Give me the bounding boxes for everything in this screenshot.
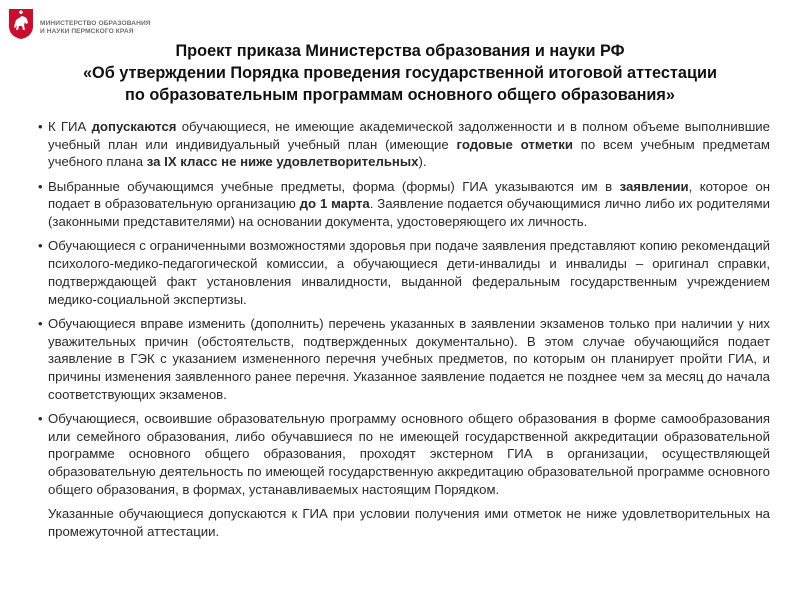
bullet-text: по всем учебным предметам учебного плана xyxy=(48,136,770,170)
bullet-emphasis: заявлении xyxy=(619,178,689,194)
bullet-text: , которое он подает в образовательную организацию xyxy=(48,178,770,212)
bullet-text: Выбранные обучающимся учебные предметы, форма (формы) ГИА указываются им в xyxy=(48,178,620,194)
bullet-text: обучающиеся, не имеющие академической задолженности и в полном объеме выполнившие учебный план или индивидуальный учебный план (имеющие xyxy=(48,119,770,152)
bullet-emphasis: за IX класс не ниже удовлетворительных xyxy=(146,154,419,170)
bullet-application xyxy=(32,178,770,231)
bullet-change-exams xyxy=(32,315,770,404)
bullet-text: Обучающиеся с ограниченными возможностями здоровья при подаче заявления представляют копию рекомендаций психолого-медико-педагогической комиссии, а обучающиеся дети-инвалиды и инвалиды – оригинал справки, подтверждающей факт установления инвалидности, выданной федеральным государственным учреждением медико-социальной экспертизы. xyxy=(48,238,770,307)
bullet-emphasis: допускаются xyxy=(91,119,177,134)
bullet-text: Обучающиеся, освоившие образовательную программу основного общего образования в форме самообразования или семейного образования, либо обучавшиеся по не имеющей государственной аккредитации образовательной программе основного общего образования, проходят экстерном ГИА в организации, осуществляющей образовательную деятельность по имеющей государственную аккредитацию образовательной программе основного общего образования, в формах, устанавливаемых настоящим Порядком. xyxy=(48,410,770,497)
bullet-text: ). xyxy=(418,154,427,170)
bullet-text: К ГИА xyxy=(48,119,92,134)
note-paragraph: Указанные обучающиеся допускаются к ГИА при условии получения ими отметок не ниже удовлетворительных на промежуточной аттестации. xyxy=(48,506,770,539)
bullet-emphasis: до 1 марта xyxy=(299,196,370,212)
title-line-2: «Об утверждении Порядка проведения государственной итоговой аттестации xyxy=(83,64,717,82)
bullet-text: Обучающиеся вправе изменить (дополнить) перечень указанных в заявлении экзаменов только при наличии у них уважительных причин (обстоятельств, подтвержденных документально). В этом случае обучающийся подает заявление в ГЭК с указанием измененного перечня учебных предметов, по которым он планирует пройти ГИА, и причины изменения заявленного ранее перечня. Указанное заявление подается не позднее чем за месяц до начала соответствующих экзаменов. xyxy=(48,315,770,402)
page-title xyxy=(40,40,760,106)
bullet-admission xyxy=(32,118,770,171)
bullet-disabilities xyxy=(32,237,770,308)
bullet-emphasis: годовые отметки xyxy=(456,136,573,152)
content-body xyxy=(32,118,770,540)
coat-of-arms-icon xyxy=(8,8,34,40)
bullet-external-students xyxy=(32,410,770,499)
bullet-text: . Заявление подается обучающимися лично либо их родителями (законными представителями) на основании документа, удостоверяющего их личность. xyxy=(48,196,770,230)
ministry-name-line2: И НАУКИ ПЕРМСКОГО КРАЯ xyxy=(40,28,134,35)
ministry-name-line1: МИНИСТЕРСТВО ОБРАЗОВАНИЯ xyxy=(40,20,151,27)
ministry-name xyxy=(40,20,151,36)
title-line-3: по образовательным программам основного общего образования» xyxy=(125,86,675,104)
title-line-1: Проект приказа Министерства образования и науки РФ xyxy=(175,42,625,60)
